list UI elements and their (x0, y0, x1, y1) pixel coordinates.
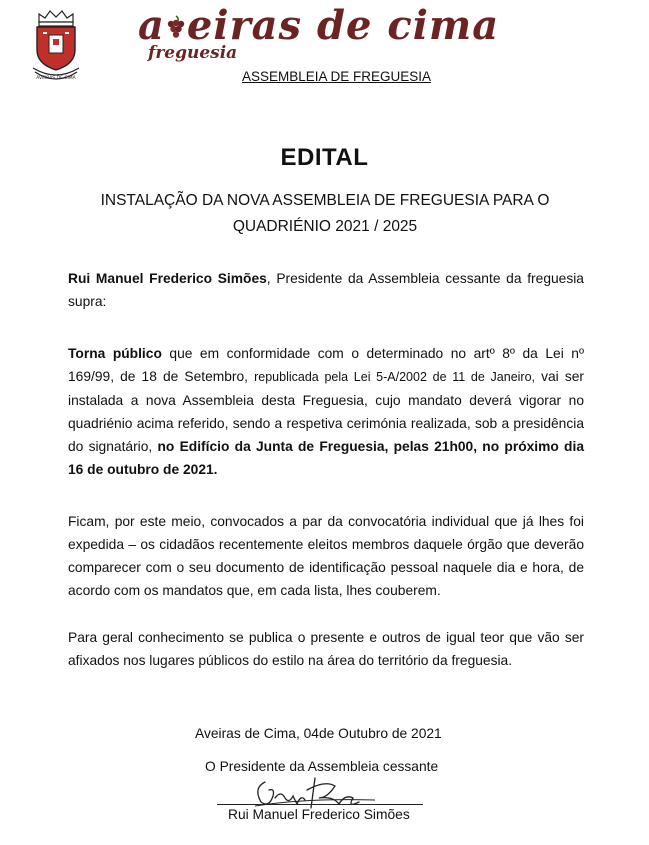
announcement-lead: Torna público (68, 346, 162, 361)
document-subtitle (60, 188, 590, 240)
municipal-coat-of-arms-icon (27, 8, 85, 84)
place-and-date: Aveiras de Cima, 04de Outubro de 2021 (195, 726, 442, 741)
logo-subtitle: freguesia (148, 43, 238, 63)
paragraph-convocation: Ficam, por este meio, convocados a par da convocatória individual que já lhes foi expedida – os cidadãos recentemente eleitos membros daquele órgão que deverão comparecer com o seu documento de identificação pessoal naquele dia e hora, de acordo com os mandatos que, em cada lista, lhes couberem. (68, 514, 584, 598)
president-name: Rui Manuel Frederico Simões (68, 271, 267, 286)
subtitle-line-1: INSTALAÇÃO DA NOVA ASSEMBLEIA DE FREGUESIA PARA O (100, 192, 550, 209)
announcement-text-a: que em conformidade com o determinado no artº 8º da Lei nº 169/99, de 18 de Setembro, (68, 346, 584, 384)
paragraph-publication: Para geral conhecimento se publica o presente e outros de igual teor que vão ser afixados nos lugares públicos do estilo na área do território da freguesia. (68, 630, 584, 668)
logo-text-main: eiras de cima (186, 2, 500, 49)
logo-letter-a: a (138, 2, 165, 49)
assembly-heading: ASSEMBLEIA DE FREGUESIA (242, 69, 432, 84)
grape-bunch-icon (165, 15, 187, 41)
announcement-text-b: vai ser instalada a nova Assembleia desta Freguesia, cujo mandato deverá vigorar no quadriénio acima referido, sendo a respetiva cerimónia realizada, sob a presidência do signatário, (68, 369, 584, 454)
announcement-venue-date: no Edifício da Junta de Freguesia, pelas 21h00, no próximo dia 16 de outubro de 2021. (68, 439, 584, 477)
signatory-role: O Presidente da Assembleia cessante (205, 759, 439, 774)
announcement-law-reference: republicada pela Lei 5-A/2002 de 11 de Janeiro, (254, 370, 536, 384)
signatory-name: Rui Manuel Frederico Simões (228, 807, 410, 822)
paragraph-intro (68, 267, 584, 313)
subtitle-line-2: QUADRIÉNIO 2021 / 2025 (232, 218, 418, 235)
svg-text:AVEIRAS DE CIMA: AVEIRAS DE CIMA (36, 76, 76, 81)
intro-text: , Presidente da Assembleia cessante da freguesia supra: (68, 271, 584, 309)
freguesia-logo-wordmark (138, 4, 558, 48)
signature-line (217, 804, 423, 805)
document-title: EDITAL (280, 144, 369, 171)
paragraph-announcement (68, 342, 584, 481)
